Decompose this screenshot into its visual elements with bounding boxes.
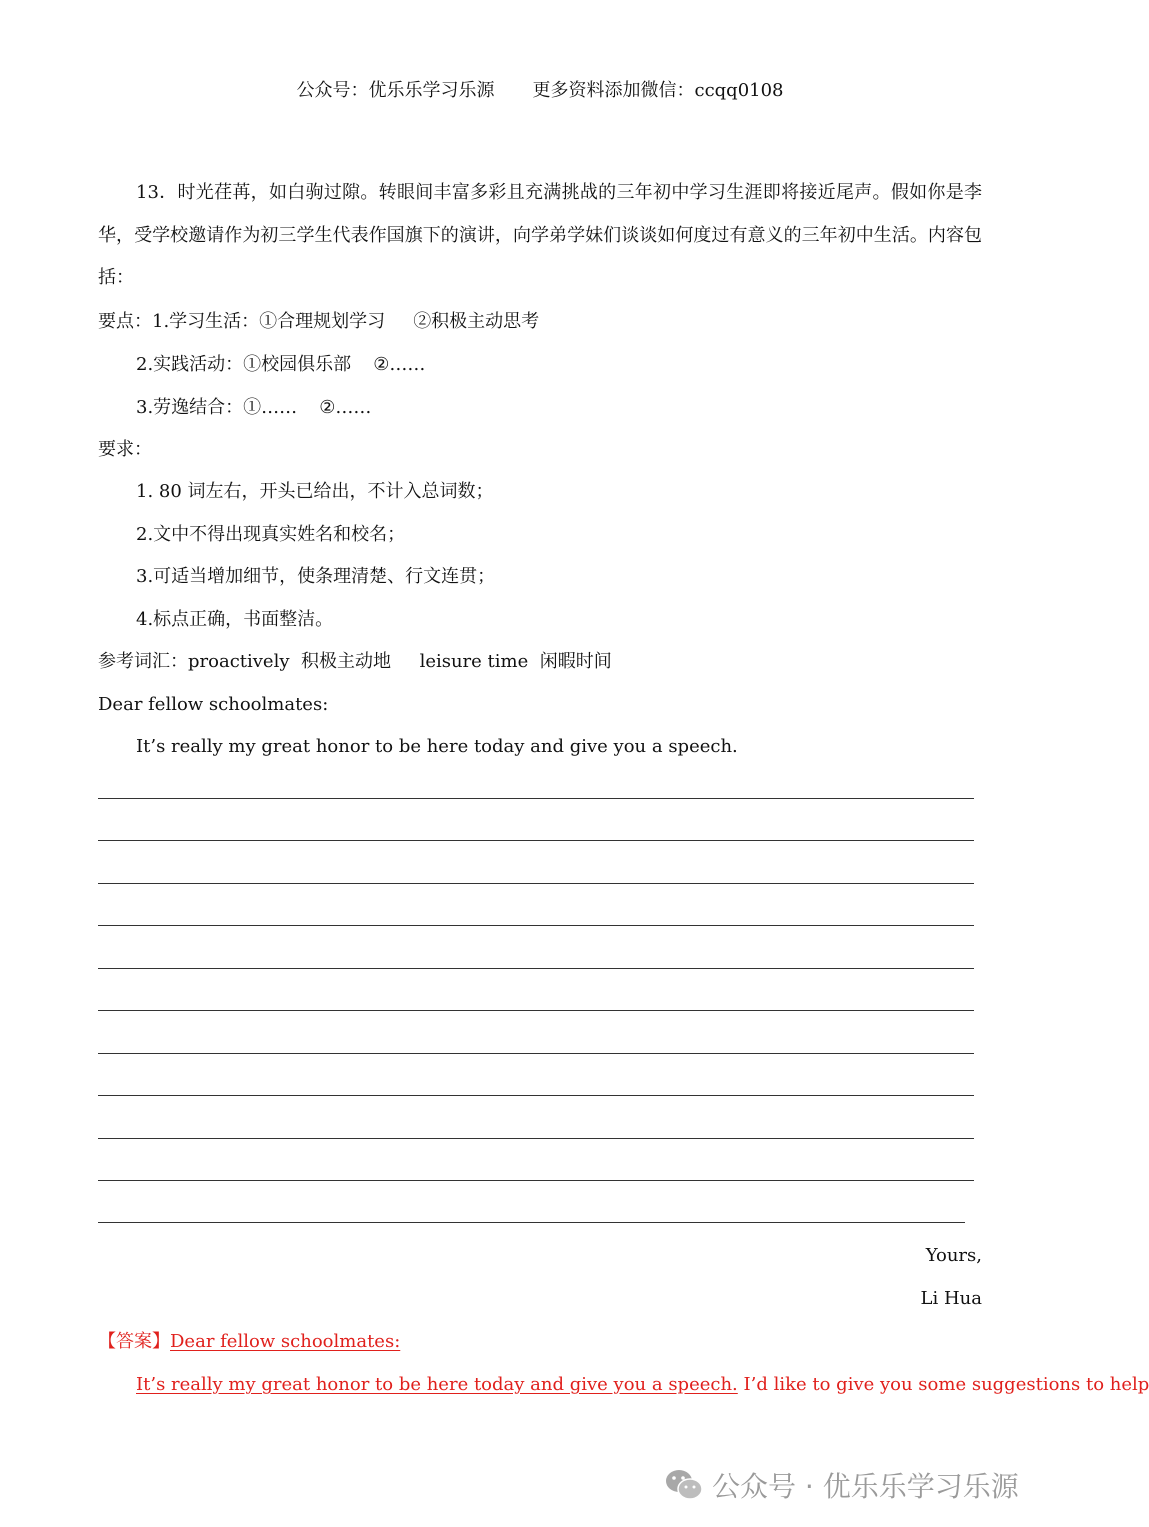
answer-body (136, 1373, 1149, 1397)
closing-yours: Yours, (925, 1245, 982, 1266)
points-row-1 (98, 310, 539, 334)
answer-opening: It’s really my great honor to be here today and give you a speech. (136, 1374, 738, 1395)
point-2: 2.实践活动：①校园俱乐部 (136, 354, 352, 375)
vocabulary: 参考词汇：proactively 积极主动地 leisure time 闲暇时间 (98, 651, 612, 672)
writing-line (98, 798, 974, 799)
points-label: 要点： (98, 311, 152, 332)
writing-line (98, 883, 974, 884)
requirement-3: 3.可适当增加细节，使条理清楚、行文连贯； (136, 566, 496, 587)
point-3: 3.劳逸结合：①…… (136, 397, 298, 418)
answer-continuation: I’d like to give you some suggestions to help (737, 1374, 1149, 1395)
requirement-1: 1. 80 词左右，开头已给出，不计入总词数； (136, 481, 494, 502)
point-2b: ②…… (373, 354, 426, 375)
answer-heading (98, 1330, 400, 1354)
points-row-3 (136, 396, 371, 420)
writing-line (98, 1180, 974, 1181)
closing-name: Li Hua (920, 1288, 982, 1309)
writing-line (98, 1138, 974, 1139)
header-account: 公众号：优乐乐学习乐源 (296, 80, 495, 101)
writing-line (98, 1053, 974, 1054)
writing-line (98, 968, 974, 969)
requirement-4: 4.标点正确，书面整洁。 (136, 609, 334, 630)
watermark (664, 1463, 1019, 1507)
point-3b: ②…… (319, 397, 372, 418)
writing-line (98, 1095, 974, 1096)
writing-line (98, 1222, 965, 1223)
point-1: 1.学习生活：①合理规划学习 (152, 311, 386, 332)
answer-greeting: Dear fellow schoolmates: (170, 1331, 401, 1352)
answer-label: 【答案】 (98, 1331, 170, 1352)
question-prompt: 13．时光荏苒，如白驹过隙。转眼间丰富多彩且充满挑战的三年初中学习生涯即将接近尾声。假如你是李华，受学校邀请作为初三学生代表作国旗下的演讲，向学弟学妹们谈谈如何度过有意义的三年初中生活。内容包括： (98, 182, 982, 288)
point-1b: ②积极主动思考 (413, 311, 540, 332)
wechat-icon (664, 1467, 704, 1503)
points-row-2 (136, 353, 425, 377)
requirements-label: 要求： (98, 439, 152, 460)
requirement-2: 2.文中不得出现真实姓名和校名； (136, 524, 406, 545)
watermark-text: 公众号 · 优乐乐学习乐源 (712, 1470, 1019, 1503)
writing-line (98, 925, 974, 926)
letter-opening: It’s really my great honor to be here today and give you a speech. (136, 736, 738, 757)
header-contact: 更多资料添加微信：ccqq0108 (532, 80, 784, 101)
letter-greeting: Dear fellow schoolmates: (98, 694, 329, 715)
writing-line (98, 840, 974, 841)
page-header (0, 76, 1080, 102)
writing-line (98, 1010, 974, 1011)
